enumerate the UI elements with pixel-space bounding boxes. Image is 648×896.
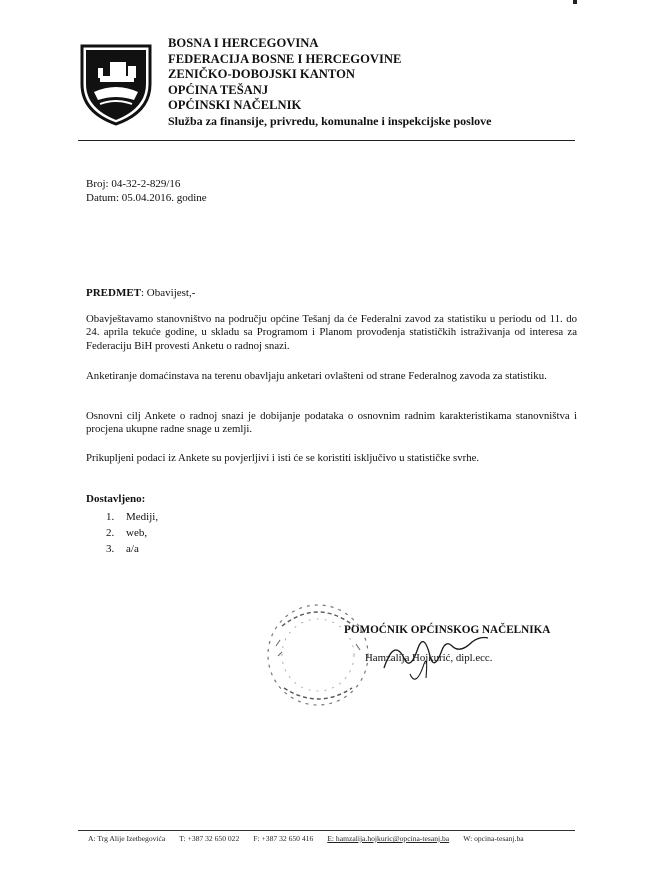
list-item: 2. web, [106,527,148,539]
signatory-title: POMOĆNIK OPĆINSKOG NAČELNIKA [344,624,551,636]
federation-name: FEDERACIJA BOSNE I HERCEGOVINE [168,51,402,66]
distribution-list [106,509,158,557]
header-divider [78,140,575,141]
body-paragraph: Obavještavamo stanovništvo na području općine Tešanj da će Federalni zavod za statistiku u periodu od 11. do 24. aprila tekuće godine, u skladu sa Programom i Planom provođenja statističkih istraživanja od interesa za Federaciju BiH provesti Anketu o radnoj snazi. [86,313,577,352]
department-name: Služba za finansije, privredu, komunalne i inspekcijske poslove [168,113,492,128]
footer-divider [78,830,575,831]
footer-phone: T: +387 32 650 022 [179,834,240,843]
body-paragraph: Prikupljeni podaci iz Ankete su povjerljivi i isti će se koristiti isključivo u statističke svrhe. [86,452,480,464]
country-name: BOSNA I HERCEGOVINA [168,36,319,50]
body-paragraph: Anketiranje domaćinstava na terenu obavljaju anketari ovlašteni od strane Federalnog zavoda za statistiku. [86,370,547,382]
handwritten-signature [380,628,510,692]
letterhead [168,36,492,130]
footer-contact [88,834,524,843]
footer-fax: F: +387 32 650 416 [253,834,314,843]
reference-number: Broj: 04-32-2-829/16 [86,178,181,190]
subject-label: PREDMET [86,287,141,299]
office-name: OPĆINSKI NAČELNIK [168,98,302,113]
footer-web-link[interactable]: W: opcina-tesanj.ba [463,834,524,843]
municipality-name: OPĆINA TEŠANJ [168,82,269,97]
official-stamp [262,596,374,714]
document-date: Datum: 05.04.2016. godine [86,192,207,204]
document-meta [86,177,207,205]
footer-address: A: Trg Alije Izetbegovića [88,834,166,843]
body-paragraph: Osnovni cilj Ankete o radnoj snazi je dobijanje podataka o osnovnim radnim karakteristikama stanovništva i procjena ukupne radne snage u zemlji. [86,410,577,436]
distribution-label: Dostavljeno: [86,493,146,505]
municipality-crest-logo [78,42,154,126]
footer-email-link[interactable]: E: hamzalija.hojkuric@opcina-tesanj.ba [327,834,450,843]
subject-text: : Obavijest,- [141,287,196,299]
canton-name: ZENIČKO-DOBOJSKI KANTON [168,67,355,82]
list-item: 1. Mediji, [106,511,159,523]
list-item: 3. a/a [106,543,139,555]
subject-line [86,287,195,299]
scan-mark [573,0,577,4]
signatory-name: Hamzalija Hojkurić, dipl.ecc. [365,652,493,664]
